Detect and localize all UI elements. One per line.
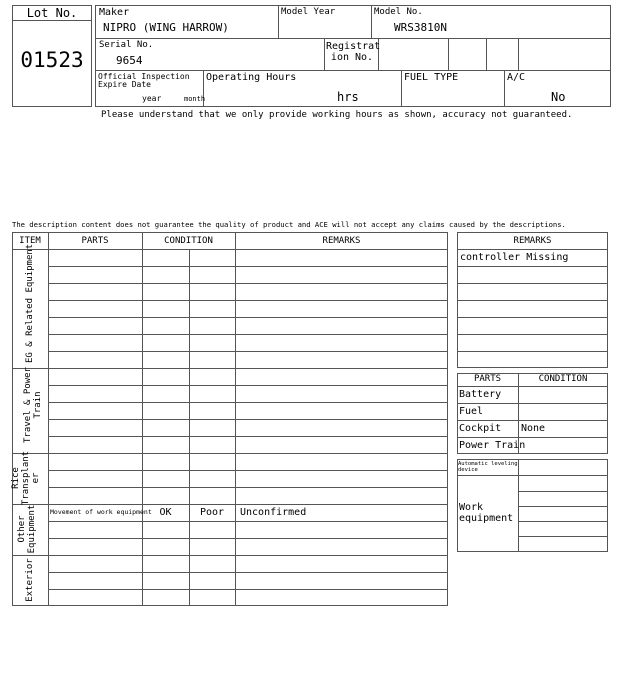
section-rice-label-1: Rice [11,467,21,489]
right-cond-cockpit: None [521,423,546,434]
fuel-label: FUEL TYPE [404,72,459,83]
other-row-part: Movement of work equipment [50,508,152,516]
section-eg-label: EG & Related Equipment [25,243,35,363]
right-part-cockpit: Cockpit [459,423,502,434]
serial-label: Serial No. [99,40,154,50]
hours-notice: Please understand that we only provide working hours as shown, accuracy not guaranteed. [101,110,573,120]
model-year-label: Model Year [281,7,336,17]
remarks-header: REMARKS [322,236,361,246]
right-remarks-first-row: controller Missing [460,252,569,263]
leveling-label-2: device [458,467,478,473]
other-row-cond-1: OK [159,507,172,518]
hours-label: Operating Hours [206,72,297,83]
section-other-label-1: Other [17,515,27,543]
ac-label: A/C [507,72,526,83]
work-label-1: Work [459,502,484,513]
right-remarks-header: REMARKS [513,236,552,246]
month-label: month [184,95,206,103]
lot-label: Lot No. [26,6,78,20]
inspection-label-2: Expire Date [98,80,151,89]
item-header: ITEM [19,236,41,246]
section-rice-label-2: Transplant [21,450,31,506]
model-no-value: WRS3810N [394,21,447,34]
other-row-cond-2: Poor [199,507,225,518]
maker-value: NIPRO (WING HARROW) [103,21,229,34]
section-travel-label-2: Train [33,391,43,419]
section-rice-label-3: er [31,472,41,484]
leveling-label-1: Automatic leveling [458,461,518,467]
right-part-power-train: Power Train [459,440,526,451]
right-condition-header: CONDITION [538,374,588,384]
ac-value: No [551,90,566,104]
section-exterior-label: Exterior [25,558,35,602]
model-no-label: Model No. [374,7,423,17]
right-parts-header: PARTS [473,374,502,384]
inspection-label-1: Official Inspection [98,72,190,81]
description-notice: The description content does not guarantee the quality of product and ACE will not accept any claims caused by the descriptions. [12,220,566,229]
serial-value: 9654 [116,54,143,67]
work-label-2: equipment [459,513,514,524]
right-part-fuel: Fuel [459,406,484,417]
registration-label-2: ion No. [330,52,374,63]
hours-unit: hrs [337,90,359,104]
parts-header: PARTS [81,236,109,246]
section-other-label-2: Equipment [27,504,37,554]
maker-label: Maker [99,7,130,18]
other-row-remark: Unconfirmed [240,507,307,518]
registration-label-1: Registrat [326,41,381,52]
right-part-battery: Battery [459,389,502,400]
year-label: year [142,94,162,103]
lot-number: 01523 [20,48,84,72]
condition-header: CONDITION [164,236,213,246]
section-travel-label-1: Travel & Power [23,367,33,443]
